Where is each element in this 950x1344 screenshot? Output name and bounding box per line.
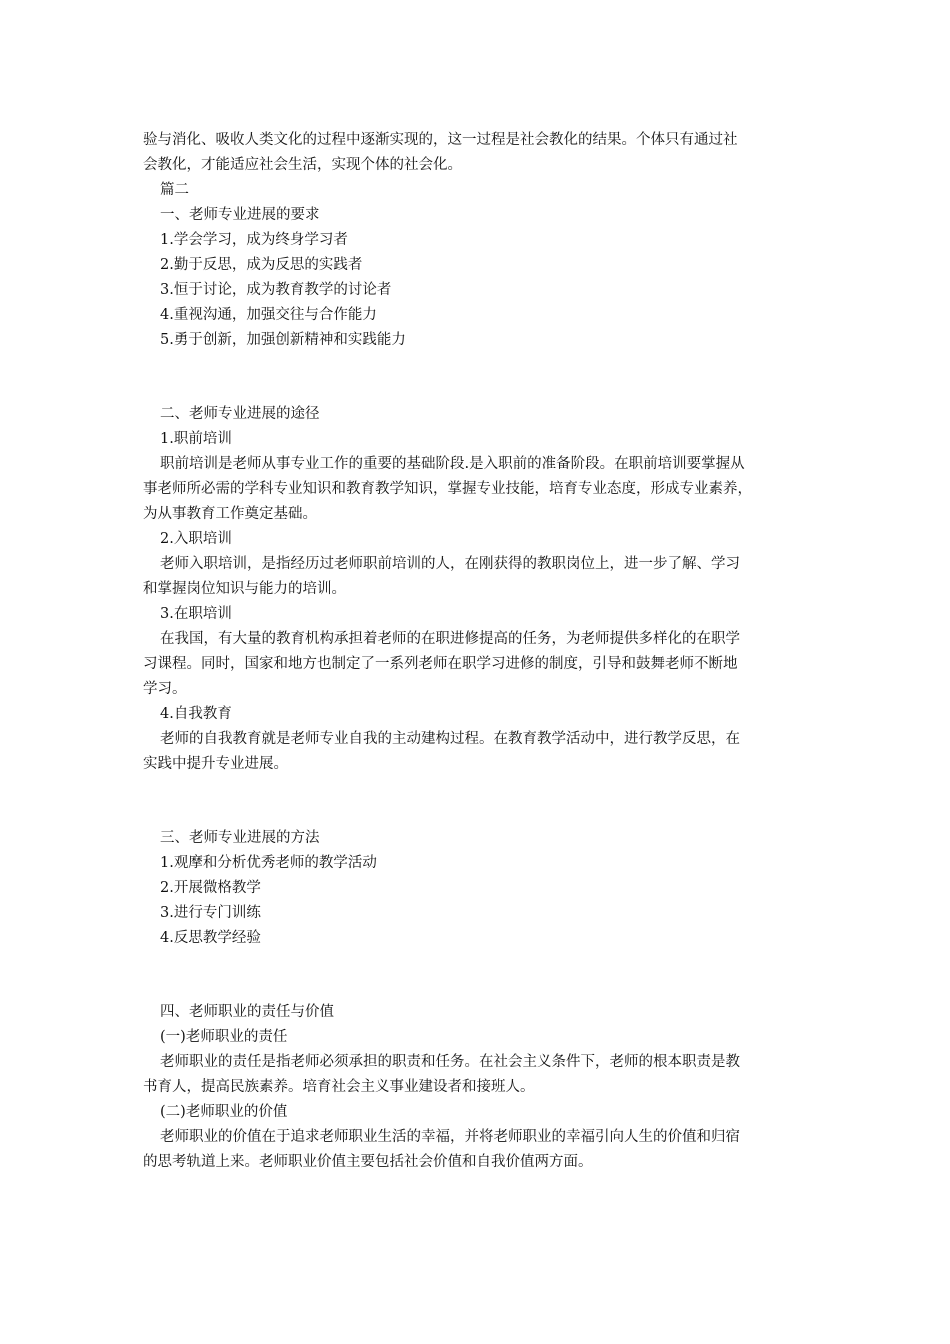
section4-heading: 四、老师职业的责任与价值 — [160, 1004, 334, 1020]
section1-item: 3.恒于讨论，成为教育教学的讨论者 — [160, 282, 392, 298]
section1-item: 2.勤于反思，成为反思的实践者 — [160, 257, 363, 273]
blank-gap — [143, 777, 807, 826]
chapter-title: 篇二 — [160, 182, 189, 198]
section3-item: 3.进行专门训练 — [160, 905, 261, 921]
paragraph-line: 老师职业的价值在于追求老师职业生活的幸福，并将老师职业的幸福引向人生的价值和归宿 — [160, 1129, 740, 1145]
section3-item: 1.观摩和分析优秀老师的教学活动 — [160, 855, 377, 871]
paragraph-line: 职前培训是老师从事专业工作的重要的基础阶段.是入职前的准备阶段。在职前培训要掌握从 — [160, 456, 745, 472]
document-body — [143, 128, 807, 1175]
paragraph-line: 的思考轨道上来。老师职业价值主要包括社会价值和自我价值两方面。 — [143, 1154, 593, 1170]
paragraph-line: 老师职业的责任是指老师必须承担的职责和任务。在社会主义条件下，老师的根本职责是教 — [160, 1054, 740, 1070]
intro-line: 验与消化、吸收人类文化的过程中逐渐实现的，这一过程是社会教化的结果。个体只有通过社 — [143, 132, 738, 148]
intro-line: 会教化，才能适应社会生活，实现个体的社会化。 — [143, 157, 462, 173]
blank-gap — [143, 353, 807, 402]
paragraph-line: 老师入职培训，是指经历过老师职前培训的人，在刚获得的教职岗位上，进一步了解、学习 — [160, 556, 740, 572]
paragraph-line: 在我国，有大量的教育机构承担着老师的在职进修提高的任务，为老师提供多样化的在职学 — [160, 631, 740, 647]
section2-heading: 二、老师专业进展的途径 — [160, 406, 320, 422]
paragraph-line: 为从事教育工作奠定基础。 — [143, 506, 317, 522]
blank-gap — [143, 951, 807, 1000]
section3-item: 4.反思教学经验 — [160, 930, 261, 946]
section3-heading: 三、老师专业进展的方法 — [160, 830, 320, 846]
section4-subtitle: (一)老师职业的责任 — [160, 1029, 288, 1045]
section4-subtitle: (二)老师职业的价值 — [160, 1104, 288, 1120]
paragraph-line: 学习。 — [143, 681, 187, 697]
section1-item: 4.重视沟通，加强交往与合作能力 — [160, 307, 377, 323]
section2-subtitle: 4.自我教育 — [160, 706, 232, 722]
section1-item: 5.勇于创新，加强创新精神和实践能力 — [160, 332, 406, 348]
section3-item: 2.开展微格教学 — [160, 880, 261, 896]
section2-subtitle: 1.职前培训 — [160, 431, 232, 447]
paragraph-line: 实践中提升专业进展。 — [143, 756, 288, 772]
paragraph-line: 书育人，提高民族素养。培育社会主义事业建设者和接班人。 — [143, 1079, 535, 1095]
paragraph-line: 习课程。同时，国家和地方也制定了一系列老师在职学习进修的制度，引导和鼓舞老师不断地 — [143, 656, 738, 672]
paragraph-line: 老师的自我教育就是老师专业自我的主动建构过程。在教育教学活动中，进行教学反思，在 — [160, 731, 740, 747]
section2-subtitle: 3.在职培训 — [160, 606, 232, 622]
paragraph-line: 事老师所必需的学科专业知识和教育教学知识，掌握专业技能，培育专业态度，形成专业素养， — [143, 481, 752, 497]
section2-subtitle: 2.入职培训 — [160, 531, 232, 547]
paragraph-line: 和掌握岗位知识与能力的培训。 — [143, 581, 346, 597]
section1-heading: 一、老师专业进展的要求 — [160, 207, 320, 223]
section1-item: 1.学会学习，成为终身学习者 — [160, 232, 348, 248]
